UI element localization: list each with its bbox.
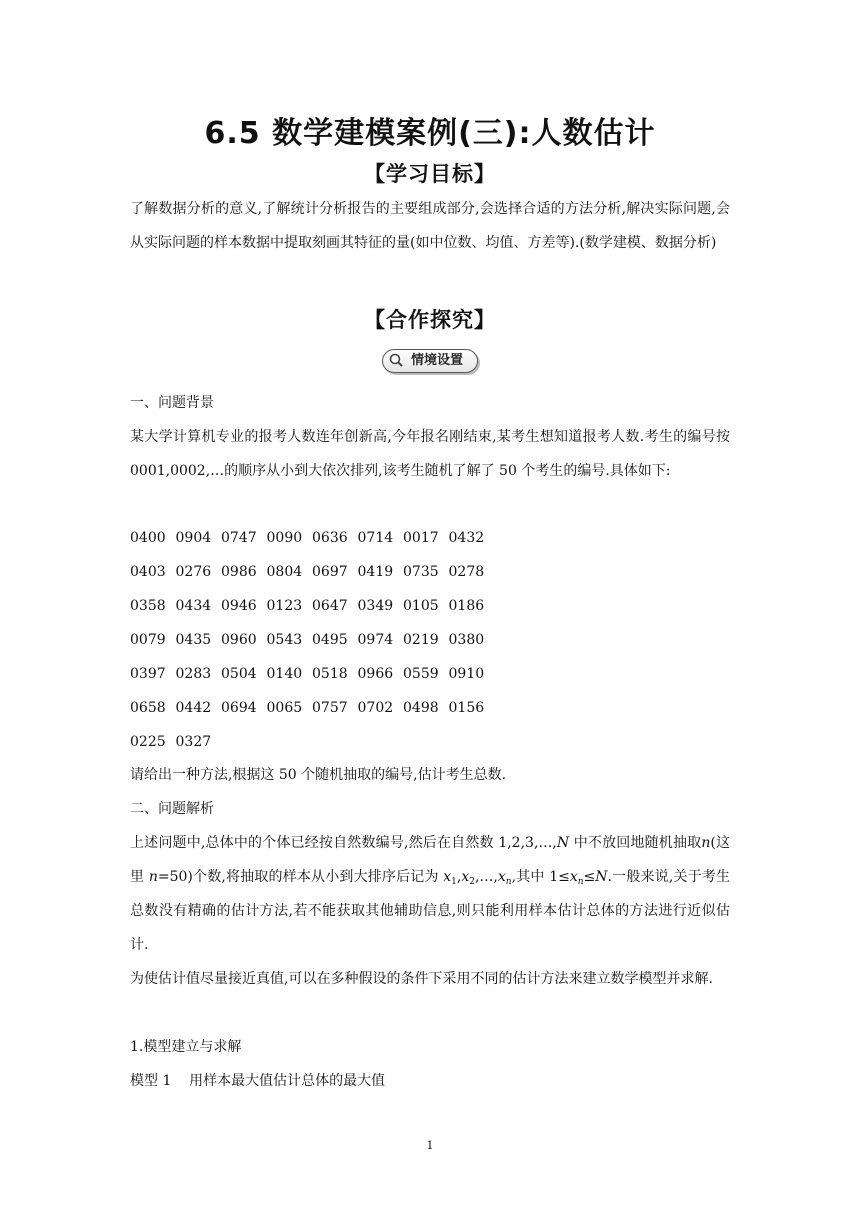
- sample-number: 0403: [130, 564, 166, 580]
- sample-number: 0156: [448, 700, 485, 716]
- sample-number: 0278: [448, 564, 485, 580]
- sample-number: 0974: [357, 632, 394, 648]
- scenario-badge: [382, 349, 478, 373]
- sample-number: 0910: [448, 666, 485, 682]
- scenario-badge-label: 情境设置: [410, 353, 463, 368]
- goals-paragraph: 了解数据分析的意义,了解统计分析报告的主要组成部分,会选择合适的方法分析,解决实际问题,会从实际问题的样本数据中提取刻画其特征的量(如中位数、均值、方差等).(数学建模、数据分析): [130, 201, 730, 251]
- question-paragraph: 请给出一种方法,根据这 50 个随机抽取的编号,估计考生总数.: [130, 767, 507, 783]
- sample-number: 0543: [266, 632, 303, 648]
- sample-number: 0757: [312, 700, 348, 716]
- sample-number-row: [130, 521, 750, 555]
- sample-number: 0140: [266, 666, 303, 682]
- scenario-badge-wrap: [0, 349, 860, 373]
- sample-number: 0435: [175, 632, 212, 648]
- sample-number-row: [130, 555, 750, 589]
- page-title: 6.5 数学建模案例(三):人数估计: [204, 116, 656, 151]
- search-bubble-icon: [389, 353, 403, 367]
- sample-number: 0442: [175, 700, 212, 716]
- heading-background: 一、问题背景: [130, 395, 214, 411]
- model-1-heading: 模型 1 用样本最大值估计总体的最大值: [130, 1073, 386, 1089]
- sample-number: 0495: [312, 632, 348, 648]
- sample-number: 0946: [221, 598, 257, 614]
- sample-number: 0697: [312, 564, 348, 580]
- sample-number: 0419: [357, 564, 394, 580]
- sample-number: 0327: [175, 734, 212, 750]
- sample-number: 0397: [130, 666, 166, 682]
- sample-number: 0498: [403, 700, 439, 716]
- sample-number: 0804: [266, 564, 303, 580]
- sample-number: 0904: [175, 530, 212, 546]
- sample-number: 0658: [130, 700, 166, 716]
- sample-number: 0694: [221, 700, 257, 716]
- sample-number: 0017: [403, 530, 439, 546]
- page-number: 1: [426, 1139, 434, 1152]
- sample-number: 0636: [312, 530, 348, 546]
- sample-number-row: [130, 725, 750, 759]
- subheading-model: 1.模型建立与求解: [130, 1039, 242, 1055]
- analysis-paragraph-1: 上述问题中,总体中的个体已经按自然数编号,然后在自然数 1,2,3,…,N 中不放回地随机抽取n(这里 n=50)个数,将抽取的样本从小到大排序后记为 $x_1,x_2,\dots,x_n$,其中 $1\le x_n\le N$.一般来说,关于考生总数没有精确的估计方法,若不能获取其他辅助信息,则只能利用样本估计总体的方法进行近似估计.: [130, 835, 731, 953]
- sample-number: 0283: [175, 666, 212, 682]
- heading-analysis: 二、问题解析: [130, 801, 214, 817]
- sample-number: 0966: [357, 666, 394, 682]
- sample-number-row: [130, 657, 750, 691]
- sample-number: 0090: [266, 530, 303, 546]
- sample-number: 0518: [312, 666, 348, 682]
- sample-number: 0747: [221, 530, 257, 546]
- sample-number: 0105: [403, 598, 439, 614]
- sample-number: 0702: [357, 700, 394, 716]
- sample-number: 0186: [448, 598, 485, 614]
- sample-number: 0123: [266, 598, 303, 614]
- sample-number-row: [130, 589, 750, 623]
- section-heading-cooperation: 【合作探究】: [364, 308, 496, 332]
- sample-number: 0434: [175, 598, 212, 614]
- sample-number: 0400: [130, 530, 166, 546]
- sample-number: 0735: [403, 564, 439, 580]
- sample-number: 0079: [130, 632, 166, 648]
- sample-number: 0276: [175, 564, 212, 580]
- sample-number: 0225: [130, 734, 166, 750]
- sample-number-row: [130, 691, 750, 725]
- sample-number-row: [130, 623, 750, 657]
- sample-number: 0432: [448, 530, 485, 546]
- sample-number: 0714: [357, 530, 394, 546]
- sample-number: 0986: [221, 564, 257, 580]
- section-heading-goals: 【学习目标】: [364, 162, 496, 186]
- analysis-paragraph-2: 为使估计值尽量接近真值,可以在多种假设的条件下采用不同的估计方法来建立数学模型并求解.: [130, 971, 713, 987]
- sample-number: 0349: [357, 598, 394, 614]
- sample-number: 0504: [221, 666, 257, 682]
- sample-number: 0647: [312, 598, 348, 614]
- sample-number: 0380: [448, 632, 485, 648]
- sample-number: 0960: [221, 632, 257, 648]
- sample-number: 0219: [403, 632, 439, 648]
- sample-number: 0559: [403, 666, 439, 682]
- sample-number-table: [130, 521, 750, 759]
- sample-number: 0358: [130, 598, 166, 614]
- background-paragraph: 某大学计算机专业的报考人数连年创新高,今年报名刚结束,某考生想知道报考人数.考生的编号按 0001,0002,…的顺序从小到大依次排列,该考生随机了解了 50 个考生的编号.具体如下:: [130, 429, 730, 479]
- sample-number: 0065: [266, 700, 303, 716]
